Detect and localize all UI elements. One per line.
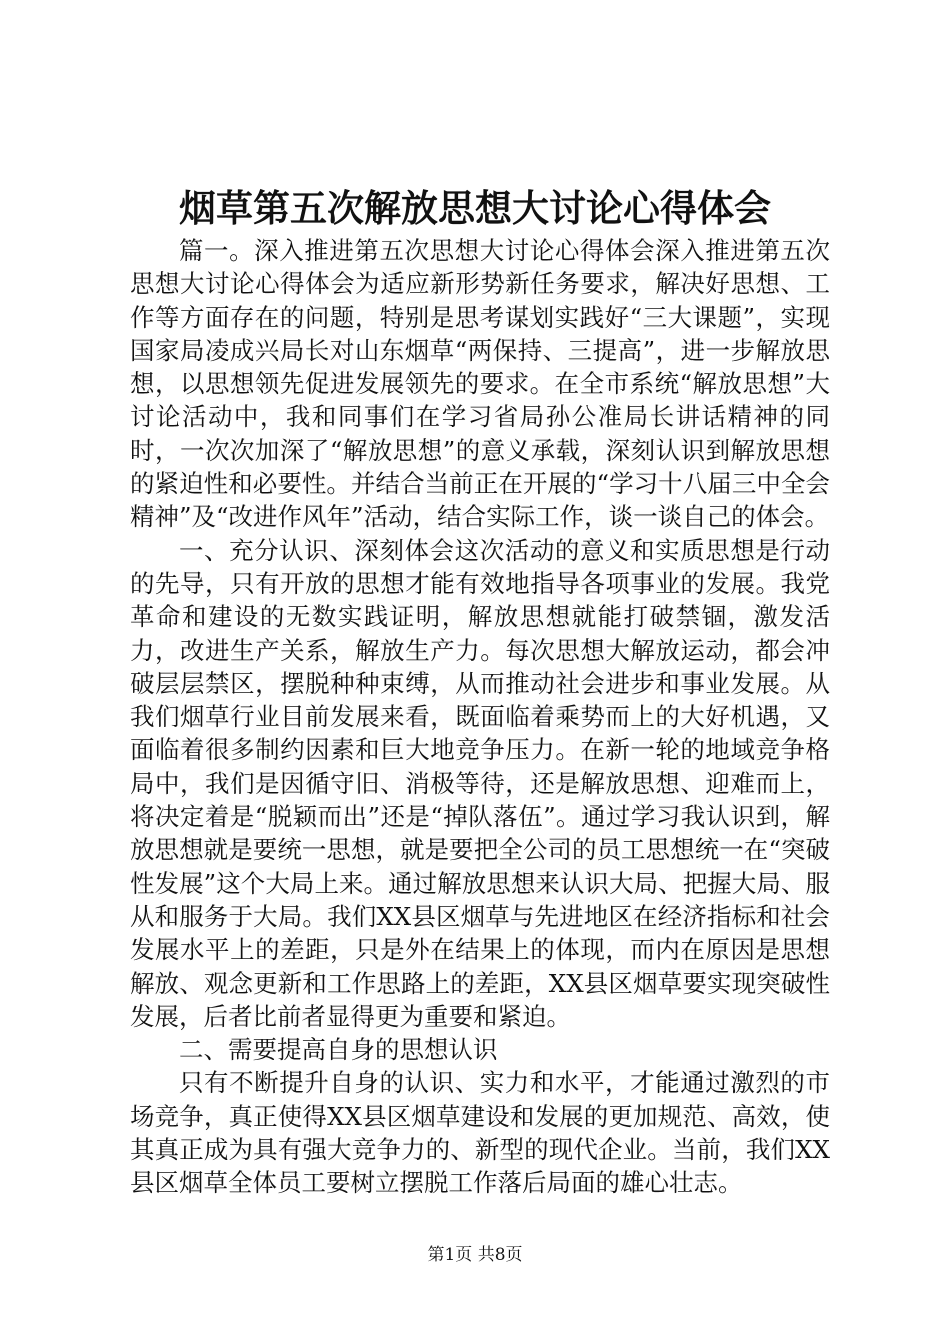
paragraph-intro: 篇一。深入推进第五次思想大讨论心得体会深入推进第五次思想大讨论心得体会为适应新形势新任务要求，解决好思想、工作等方面存在的问题，特别是思考谋划实践好“三大课题”，实现国家局凌成兴局长对山东烟草“两保持、三提高”，进一步解放思想，以思想领先促进发展领先的要求。在全市系统“解放思想”大讨论活动中，我和同事们在学习省局孙公准局长讲话精神的同时，一次次加深了“解放思想”的意义承载，深刻认识到解放思想的紧迫性和必要性。并结合当前正在开展的“学习十八届三中全会精神”及“改进作风年”活动，结合实际工作，谈一谈自己的体会。 <box>130 236 830 532</box>
document-title: 烟草第五次解放思想大讨论心得体会 <box>179 186 771 230</box>
paragraph-section-1: 一、充分认识、深刻体会这次活动的意义和实质思想是行动的先导，只有开放的思想才能有效地指导各项事业的发展。我党革命和建设的无数实践证明，解放思想就能打破禁锢，激发活力，改进生产关系，解放生产力。每次思想大解放运动，都会冲破层层禁区，摆脱种种束缚，从而推动社会进步和事业发展。从我们烟草行业目前发展来看，既面临着乘势而上的大好机遇，又面临着很多制约因素和巨大地竞争压力。在新一轮的地域竞争格局中，我们是因循守旧、消极等待，还是解放思想、迎难而上，将决定着是“脱颖而出”还是“掉队落伍”。通过学习我认识到，解放思想就是要统一思想，就是要把全公司的员工思想统一在“突破性发展”这个大局上来。通过解放思想来认识大局、把握大局、服从和服务于大局。我们XX县区烟草与先进地区在经济指标和社会发展水平上的差距，只是外在结果上的体现，而内在原因是思想解放、观念更新和工作思路上的差距，XX县区烟草要实现突破性发展，后者比前者显得更为重要和紧迫。 <box>130 535 830 1031</box>
section-heading-2: 二、需要提高自身的思想认识 <box>179 1035 498 1065</box>
page-footer: 第1页 共8页 <box>427 1245 523 1265</box>
document-body <box>130 234 830 1200</box>
paragraph-section-2: 只有不断提升自身的认识、实力和水平，才能通过激烈的市场竞争，真正使得XX县区烟草建设和发展的更加规范、高效，使其真正成为具有强大竞争力的、新型的现代企业。当前，我们XX县区烟草全体员工要树立摆脱工作落后局面的雄心壮志。 <box>130 1068 830 1198</box>
